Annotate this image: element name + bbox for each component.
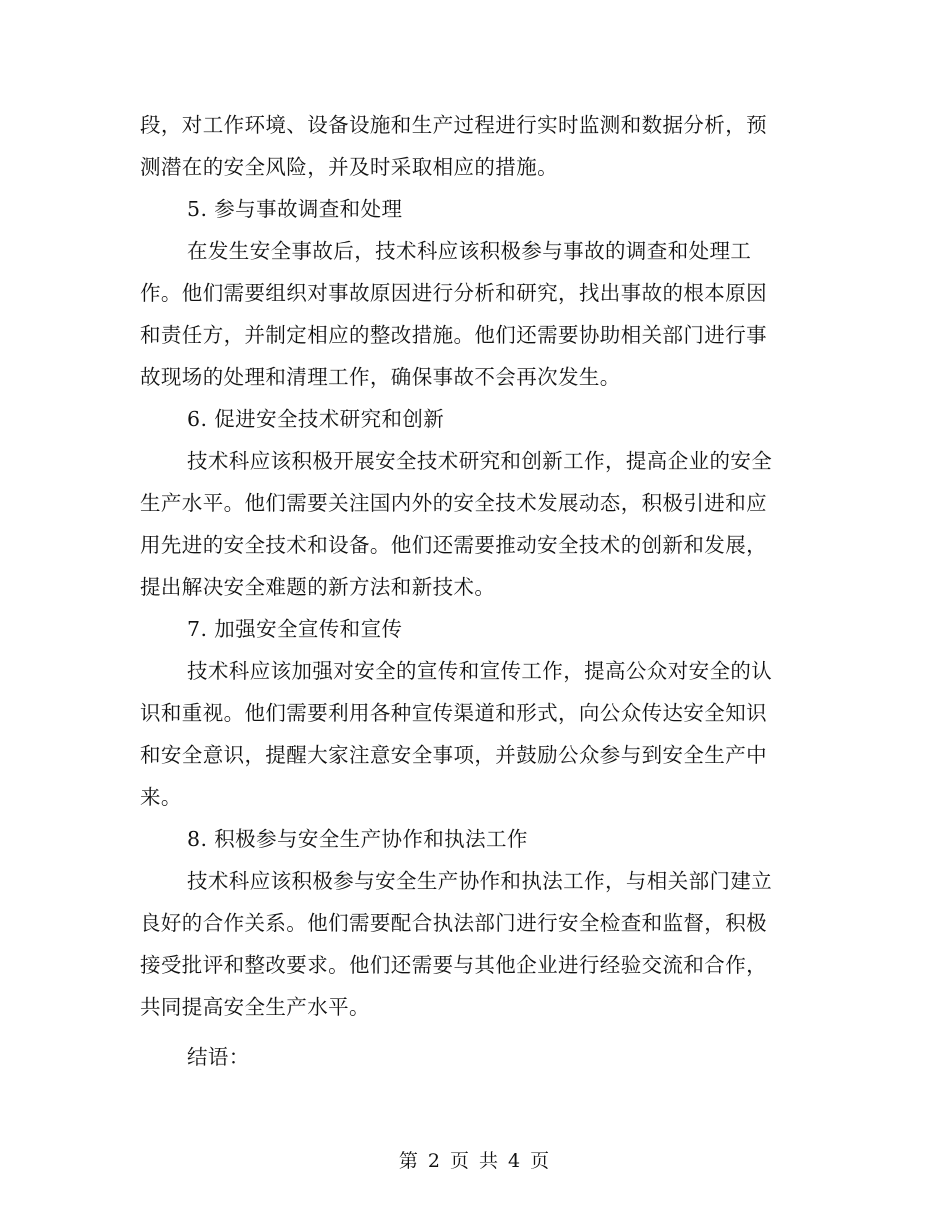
body-line: 作。他们需要组织对事故原因进行分析和研究，找出事故的根本原因 bbox=[140, 281, 767, 305]
body-line: 故现场的处理和清理工作，确保事故不会再次发生。 bbox=[140, 365, 621, 389]
section-heading: 5. 参与事故调查和处理 bbox=[187, 197, 403, 221]
conclusion-heading: 结语： bbox=[187, 1045, 250, 1069]
body-line: 良好的合作关系。他们需要配合执法部门进行安全检查和监督，积极 bbox=[140, 911, 767, 935]
page-number-footer: 第 2 页 共 4 页 bbox=[398, 1150, 552, 1172]
body-line: 识和重视。他们需要利用各种宣传渠道和形式，向公众传达安全知识 bbox=[140, 701, 767, 725]
body-line: 技术科应该积极开展安全技术研究和创新工作，提高企业的安全 bbox=[187, 449, 773, 473]
body-line: 提出解决安全难题的新方法和新技术。 bbox=[140, 575, 496, 599]
body-line: 生产水平。他们需要关注国内外的安全技术发展动态，积极引进和应 bbox=[140, 491, 767, 515]
body-line: 和安全意识，提醒大家注意安全事项，并鼓励公众参与到安全生产中 bbox=[140, 743, 767, 767]
body-line: 技术科应该加强对安全的宣传和宣传工作，提高公众对安全的认 bbox=[187, 659, 773, 683]
body-line: 在发生安全事故后，技术科应该积极参与事故的调查和处理工 bbox=[187, 239, 752, 263]
section-heading: 6. 促进安全技术研究和创新 bbox=[187, 407, 445, 431]
section-heading: 8. 积极参与安全生产协作和执法工作 bbox=[187, 827, 528, 851]
body-line: 和责任方，并制定相应的整改措施。他们还需要协助相关部门进行事 bbox=[140, 323, 767, 347]
body-line: 用先进的安全技术和设备。他们还需要推动安全技术的创新和发展， bbox=[140, 533, 767, 557]
body-line: 技术科应该积极参与安全生产协作和执法工作，与相关部门建立 bbox=[187, 869, 773, 893]
body-line: 来。 bbox=[140, 785, 182, 809]
body-line: 测潜在的安全风险，并及时采取相应的措施。 bbox=[140, 155, 558, 179]
body-line: 接受批评和整改要求。他们还需要与其他企业进行经验交流和合作， bbox=[140, 953, 767, 977]
body-line: 段，对工作环境、设备设施和生产过程进行实时监测和数据分析，预 bbox=[140, 113, 767, 137]
document-body bbox=[140, 104, 800, 1078]
body-line: 共同提高安全生产水平。 bbox=[140, 995, 370, 1019]
section-heading: 7. 加强安全宣传和宣传 bbox=[187, 617, 403, 641]
